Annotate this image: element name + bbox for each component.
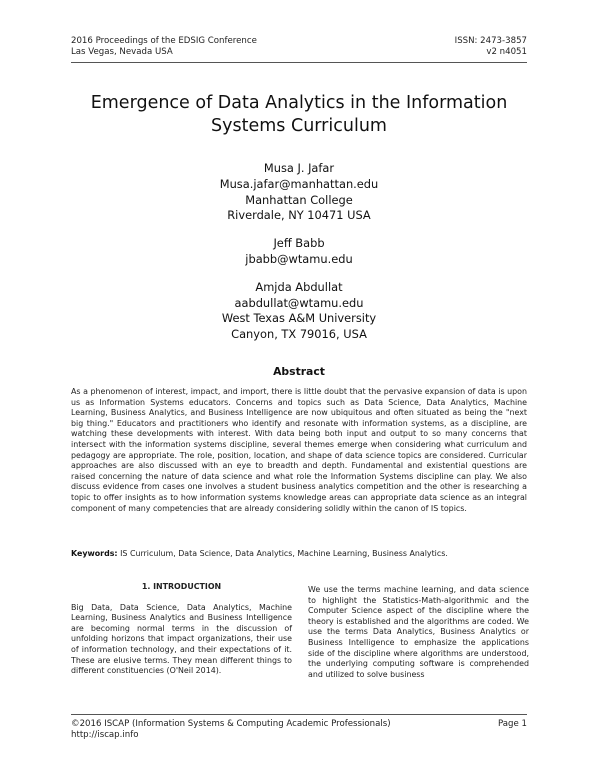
conference-name: 2016 Proceedings of the EDSIG Conference	[71, 36, 257, 46]
conference-location: Las Vegas, Nevada USA	[71, 47, 173, 57]
copyright: ©2016 ISCAP (Information Systems & Computing Academic Professionals)	[71, 719, 391, 729]
footer-rule	[71, 714, 527, 715]
terms-paragraph: We use the terms machine learning, and data science to highlight the Statistics-Math-algorithmic and the Computer Science aspect of the discipline where the theory is established and the algorithms are coded. We use the terms Data Analytics, Business Analytics or Business Intelligence to emphasize the applications side of the discipline where algorithms are understood, the underlying computing software is comprehended and utilized to solve business	[308, 585, 529, 679]
running-header-left	[71, 36, 257, 58]
footer-url[interactable]: http://iscap.info	[71, 730, 139, 740]
right-column	[308, 582, 529, 680]
author-location: Canyon, TX 79016, USA	[231, 327, 367, 342]
abstract-text: As a phenomenon of interest, impact, and import, there is little doubt that the pervasive expansion of data is upon us as Information Systems educators. Concerns and topics such as Data Science, Data Analytics, Machine Learning, Business Analytics, and Business Intelligence are now ubiquitous and often situated as being the "next big thing." Educators and practitioners who identify and resonate with information systems, as a discipline, are watching these developments with interest. With data being both input and output to so many concerns that intersect with the information systems discipline, several themes emerge when considering what curriculum and pedagogy are appropriate. The role, position, location, and shape of data science topics are considered. Curricular approaches are also discussed with an eye to breadth and depth. Fundamental and existential questions are raised concerning the nature of data science and what role the Information Systems discipline can play. We also discuss evidence from cases one involves a student business analytics competition and the other is researching a topic to offer insights as to how information systems knowledge areas can appropriate data science as an integral component of many competencies that are already considering solidly within the canon of IS topics.	[71, 387, 527, 513]
footer-left	[71, 719, 391, 741]
author-name: Amjda Abdullat	[255, 279, 343, 294]
page-number: Page 1	[497, 719, 527, 729]
author-3	[71, 280, 527, 343]
section-heading-introduction: 1. INTRODUCTION	[141, 582, 222, 591]
author-1	[71, 161, 527, 224]
keywords	[71, 549, 527, 560]
keywords-list: IS Curriculum, Data Science, Data Analytics, Machine Learning, Business Analytics.	[120, 549, 448, 558]
author-2	[71, 236, 527, 268]
running-header-right	[455, 36, 527, 58]
abstract-heading: Abstract	[273, 365, 325, 378]
issn: ISSN: 2473-3857	[454, 36, 527, 46]
volume-number: v2 n4051	[486, 47, 527, 57]
author-affiliation: West Texas A&M University	[221, 311, 377, 326]
author-location: Riverdale, NY 10471 USA	[227, 208, 371, 223]
paper-title: Emergence of Data Analytics in the Information Systems Curriculum	[90, 93, 508, 136]
header-rule	[71, 62, 527, 63]
author-email[interactable]: aabdullat@wtamu.edu	[234, 295, 364, 310]
keywords-label: Keywords:	[71, 549, 118, 558]
author-block	[71, 161, 527, 355]
author-email[interactable]: jbabb@wtamu.edu	[245, 251, 353, 266]
author-email[interactable]: Musa.jafar@manhattan.edu	[219, 176, 379, 191]
author-name: Jeff Babb	[273, 236, 325, 251]
introduction-paragraph: Big Data, Data Science, Data Analytics, Machine Learning, Business Analytics and Business Intelligence are becoming normal terms in the discussion of unfolding horizons that impact organizations, their use of information technology, and their expectations of it. These are elusive terms. They mean different things to different constituencies (O'Neil 2014).	[71, 602, 292, 676]
left-column	[71, 582, 292, 677]
author-name: Musa J. Jafar	[263, 161, 335, 175]
author-affiliation: Manhattan College	[245, 192, 353, 207]
